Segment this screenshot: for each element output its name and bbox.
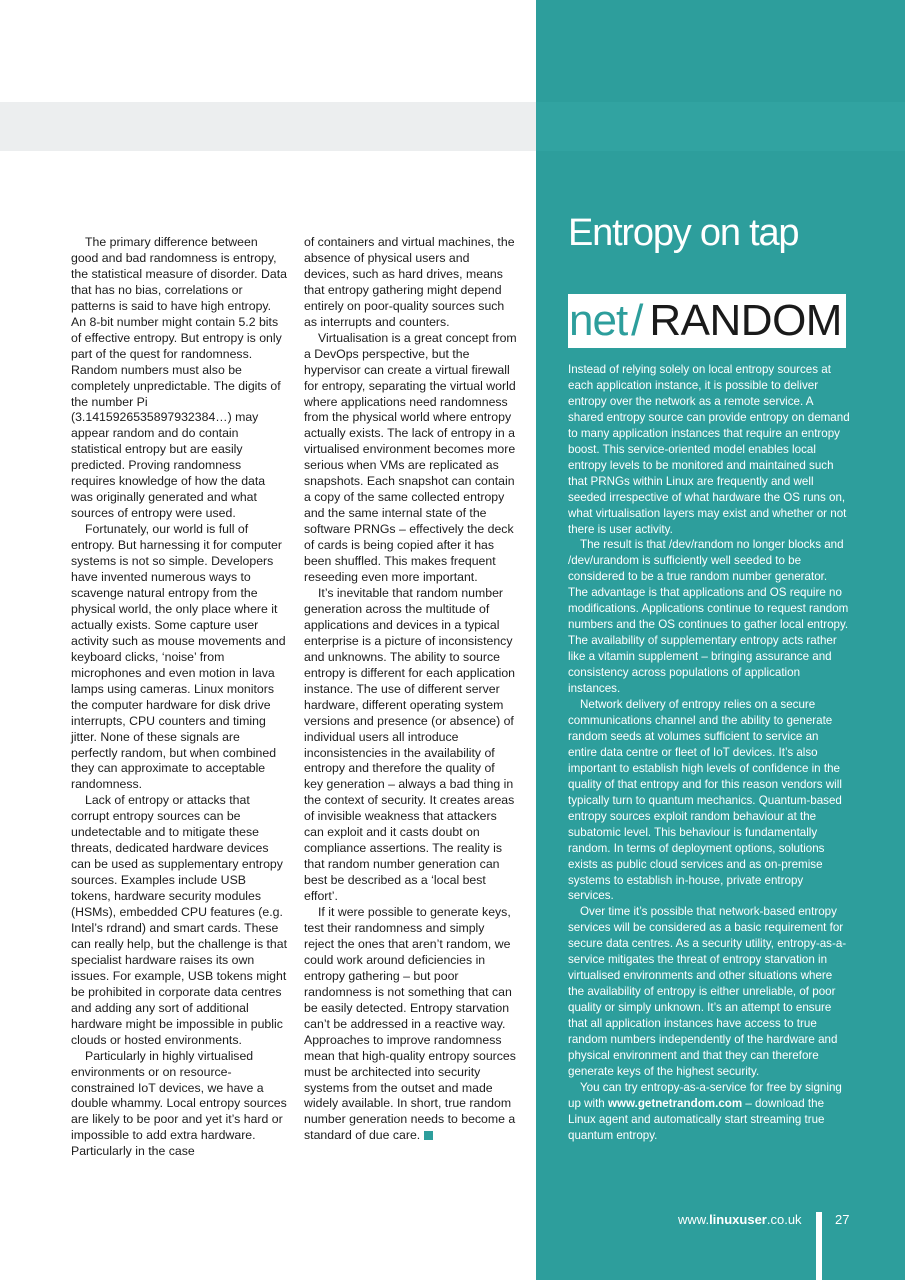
sidebar-paragraph: Over time it’s possible that network-based entropy services will be considered as a basic requirement for secure data centres. As a security utility, entropy-as-a-service mitigates the threat of entropy starvation in virtualised environments and other situations where the availability of entropy is either unreliable, of poor quality or simply unknown. It’s an attempt to ensure that all application instances have access to true random numbers independently of the hardware and physical environment and that they can therefore generate keys of the highest security. — [568, 905, 847, 1078]
sidebar-paragraph: Instead of relying solely on local entropy sources at each application instance, it is possible to deliver entropy over the network as a remote service. A shared entropy source can provide entropy on demand to many application instances that require an entropy boost. This service-oriented model enables local entropy levels to be monitored and maintained such that PRNGs within Linux are frequently and well seeded irrespective of what hardware the OS runs on, what virtualisation layers may exist and whether or not there is user activity. — [568, 363, 850, 536]
sidebar-paragraph: The result is that /dev/random no longer blocks and /dev/urandom is sufficiently well seeded to be considered to be a true random number generator. The advantage is that applications and OS require no modifications. Applications continue to request random numbers and the OS continues to gather local entropy. The availability of supplementary entropy acts rather like a vitamin supplement – bringing assurance and consistency across populations of application instances. — [568, 538, 849, 696]
paragraph: Virtualisation is a great concept from a DevOps perspective, but the hypervisor can create a virtual firewall for entropy, separating the virtual world where applications need randomness from the physical world where entropy actually exists. The lack of entropy in a virtualised environment becomes more serious when VMs are replicated as snapshots. Each snapshot can contain a copy of the same collected entropy and the same internal state of the software PRNGs – effectively the deck of cards is being copied after it has been shuffled. This makes frequent reseeding even more important. — [304, 330, 517, 585]
footer-url-prefix: www. — [678, 1212, 710, 1227]
paragraph: Lack of entropy or attacks that corrupt entropy sources can be undetectable and to mitigate these threats, dedicated hardware devices can be used as supplementary entropy sources. Examples include USB tokens, hardware security modules (HSMs), embedded CPU features (e.g. Intel’s rdrand) and smart cards. These can really help, but the challenge is that specialist hardware raises its own issues. For example, USB tokens might be prohibited in corporate data centres and adding any sort of additional hardware might be impossible in public clouds or hosted environments. — [71, 793, 288, 1047]
sidebar-final-post: – download the Linux agent and automatically start streaming true quantum entropy. — [568, 1096, 825, 1142]
sidebar-header-band — [536, 102, 905, 151]
paragraph: Fortunately, our world is full of entropy. But harnessing it for computer systems is not so simple. Developers have invented numerous ways to scavenge natural entropy from the physical world, the only place where it actually exists. Some capture user activity such as mouse movements and keyboard clicks, ‘noise’ from microphones and even motion in lava lamps using cameras. Linux monitors the computer hardware for disk drive interrupts, CPU counters and timing jitter. None of these signals are perfectly random, but when combined they can approximate to acceptable randomness. — [71, 522, 286, 792]
paragraph: Particularly in highly virtualised environments or on resource-constrained IoT devices, we have a double whammy. Local entropy sources are likely to be poor and yet it’s hard or impossible to add extra hardware. Particularly in the case — [71, 1048, 287, 1159]
sidebar-title: Entropy on tap — [568, 212, 799, 254]
sidebar-paragraph: Network delivery of entropy relies on a secure communications channel and the ability to generate random seeds at volumes sufficient to service an entire data centre or fleet of IoT devices. It’s also important to establish high levels of confidence in the quality of that entropy and for this reason vendors will typically turn to quantum mechanics. Quantum-based entropy sources exploit random behaviour at the subatomic level. This behaviour is fundamentally random. In terms of deployment options, solutions exists as public cloud services and as on-premise systems to establish in-house, private entropy services. — [568, 698, 842, 903]
logo-net: net — [569, 296, 628, 345]
page-number: 27 — [835, 1212, 850, 1227]
header-band — [0, 102, 536, 151]
sidebar-body — [568, 362, 850, 1144]
article-column-2 — [304, 235, 517, 1144]
sidebar-final-pre: You can try entropy-as-a-service for free by signing up with — [568, 1080, 842, 1110]
paragraph: of containers and virtual machines, the absence of physical users and devices, such as hard drives, means that entropy gathering might depend entirely on poor-quality sources such as interrupts and counters. — [304, 235, 515, 329]
paragraph-text: If it were possible to generate keys, test their randomness and simply reject the ones that aren’t random, we could work around deficiencies in entropy gathering – but poor randomness is not something that can be easily detected. Entropy starvation can’t be addressed in a reactive way. Approaches to improve randomness mean that high-quality entropy sources must be architected into security systems from the outset and made widely available. In short, true random number generation needs to become a standard of due care. — [304, 905, 516, 1143]
sidebar-paragraph — [568, 1080, 850, 1144]
footer-url[interactable] — [678, 1212, 802, 1227]
netrandom-logo — [568, 294, 846, 348]
footer-url-brand: linuxuser — [709, 1212, 767, 1227]
getnetrandom-link[interactable]: www.getnetrandom.com — [607, 1096, 743, 1110]
paragraph: It’s inevitable that random number generation across the multitude of applications and devices in a typical enterprise is a picture of inconsistency and unknowns. The ability to source entropy is different for each application instance. The use of different server hardware, different operating system versions and presence (or absence) of individual users all introduce inconsistencies in the availability of entropy and therefore the quality of key generation – always a bad thing in the context of security. It creates areas of invisible weakness that attackers can exploit and it casts doubt on compliance assertions. The reality is that random number generation can best be described as a ‘local best effort’. — [304, 585, 515, 904]
article-column-1 — [71, 235, 288, 1160]
footer-url-suffix: .co.uk — [766, 1212, 802, 1227]
paragraph: The primary difference between good and bad randomness is entropy, the statistical measure of disorder. Data that has no bias, correlations or patterns is said to have high entropy. An 8-bit number might contain 5.2 bits of effective entropy. But entropy is only part of the quest for randomness. Random numbers must also be completely unpredictable. The digits of the number Pi (3.1415926535897932384…) may appear random and do contain statistical entropy but are easily predicted. Proving randomness requires knowledge of how the data was originally generated and what sources of entropy were used. — [71, 235, 287, 521]
logo-random: RANDOM — [649, 296, 842, 345]
footer-divider — [816, 1212, 822, 1280]
end-of-article-icon — [424, 1131, 433, 1140]
paragraph — [304, 905, 517, 1144]
logo-slash: / — [631, 296, 644, 345]
